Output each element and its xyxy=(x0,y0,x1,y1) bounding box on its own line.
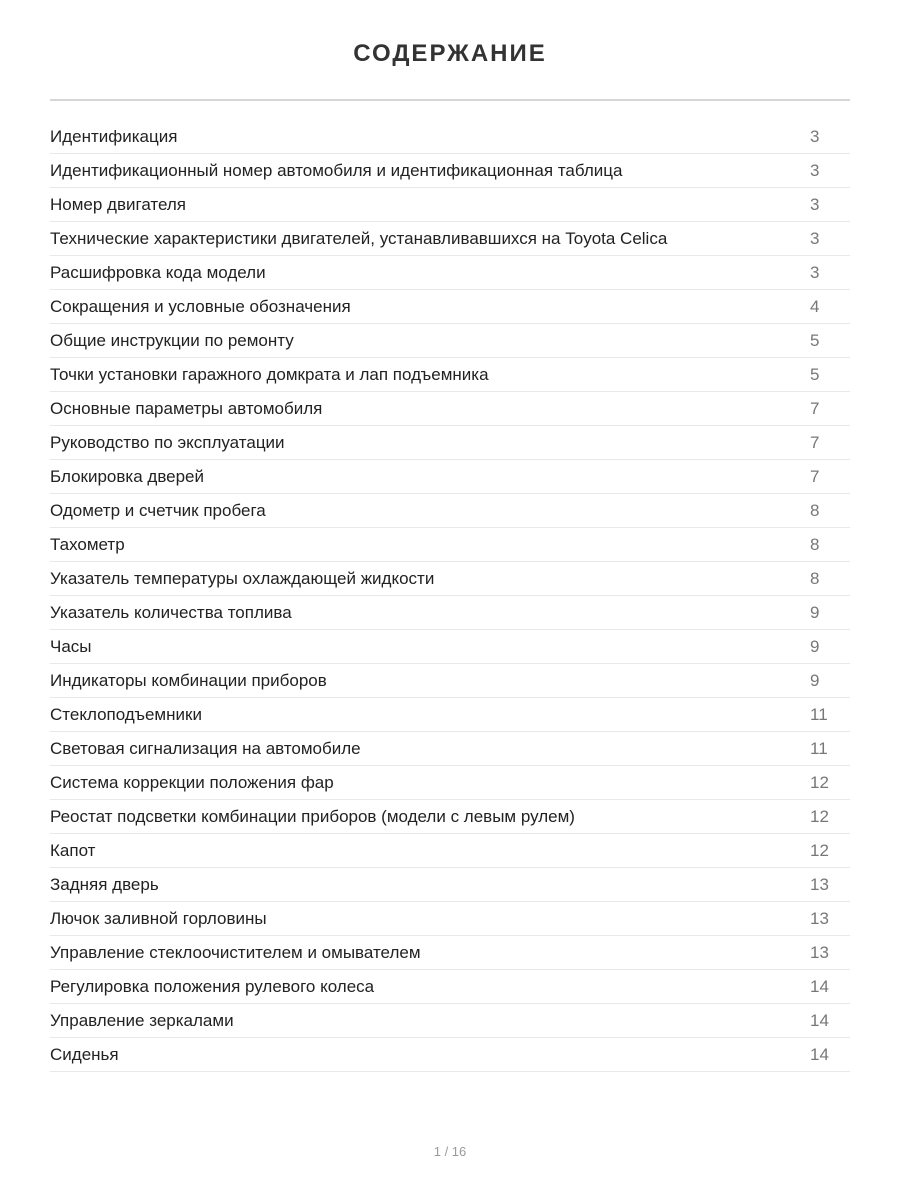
toc-entry[interactable] xyxy=(50,732,850,766)
toc-entry-title[interactable]: Блокировка дверей xyxy=(50,467,205,486)
toc-entry[interactable] xyxy=(50,188,850,222)
toc-entry-page-number: 12 xyxy=(810,841,829,860)
toc-entry-page-number: 3 xyxy=(810,229,820,248)
toc-entry[interactable] xyxy=(50,120,850,154)
toc-entry-title[interactable]: Управление стеклоочистителем и омывателем xyxy=(50,943,421,962)
toc-entry[interactable] xyxy=(50,868,850,902)
toc-entry-title[interactable]: Задняя дверь xyxy=(50,875,159,894)
toc-entry[interactable] xyxy=(50,392,850,426)
toc-entry-title[interactable]: Сокращения и условные обозначения xyxy=(50,297,351,316)
table-of-contents xyxy=(50,120,850,1072)
toc-entry-page-number: 12 xyxy=(810,807,829,826)
toc-entry-page-number: 14 xyxy=(810,1045,829,1064)
toc-entry-page-number: 7 xyxy=(810,467,820,486)
toc-entry[interactable] xyxy=(50,902,850,936)
toc-entry-title[interactable]: Идентификационный номер автомобиля и идентификационная таблица xyxy=(50,161,623,180)
toc-entry[interactable] xyxy=(50,664,850,698)
toc-entry[interactable] xyxy=(50,766,850,800)
toc-entry-page-number: 9 xyxy=(810,671,820,690)
toc-entry[interactable] xyxy=(50,528,850,562)
page-title: СОДЕРЖАНИЕ xyxy=(353,40,547,67)
toc-entry-title[interactable]: Световая сигнализация на автомобиле xyxy=(50,739,361,758)
toc-entry[interactable] xyxy=(50,698,850,732)
toc-entry[interactable] xyxy=(50,154,850,188)
toc-entry-title[interactable]: Часы xyxy=(50,637,92,656)
toc-entry-title[interactable]: Лючок заливной горловины xyxy=(50,909,267,928)
toc-entry-title[interactable]: Регулировка положения рулевого колеса xyxy=(50,977,375,996)
toc-entry[interactable] xyxy=(50,256,850,290)
toc-entry[interactable] xyxy=(50,596,850,630)
toc-entry-title[interactable]: Основные параметры автомобиля xyxy=(50,399,323,418)
toc-entry[interactable] xyxy=(50,358,850,392)
toc-entry-page-number: 12 xyxy=(810,773,829,792)
toc-entry[interactable] xyxy=(50,562,850,596)
toc-entry[interactable] xyxy=(50,494,850,528)
toc-entry-title[interactable]: Тахометр xyxy=(50,535,125,554)
toc-entry[interactable] xyxy=(50,290,850,324)
toc-entry-page-number: 13 xyxy=(810,943,829,962)
toc-entry-page-number: 3 xyxy=(810,263,820,282)
toc-entry-page-number: 11 xyxy=(810,739,828,758)
title-divider xyxy=(50,99,850,101)
toc-entry-page-number: 14 xyxy=(810,1011,829,1030)
toc-entry-page-number: 5 xyxy=(810,331,820,350)
toc-entry-page-number: 13 xyxy=(810,909,829,928)
toc-entry-page-number: 3 xyxy=(810,195,820,214)
toc-entry-page-number: 11 xyxy=(810,705,828,724)
toc-entry[interactable] xyxy=(50,324,850,358)
toc-entry[interactable] xyxy=(50,834,850,868)
toc-entry-page-number: 5 xyxy=(810,365,820,384)
page-number: 1 / 16 xyxy=(433,1144,467,1159)
toc-entry-page-number: 8 xyxy=(810,535,820,554)
toc-entry-page-number: 9 xyxy=(810,637,820,656)
toc-entry[interactable] xyxy=(50,1004,850,1038)
toc-entry-title[interactable]: Номер двигателя xyxy=(50,195,187,214)
toc-entry-page-number: 7 xyxy=(810,433,820,452)
toc-entry-title[interactable]: Индикаторы комбинации приборов xyxy=(50,671,327,690)
toc-entry[interactable] xyxy=(50,800,850,834)
toc-entry-page-number: 13 xyxy=(810,875,829,894)
toc-entry-page-number: 14 xyxy=(810,977,829,996)
toc-entry-title[interactable]: Сиденья xyxy=(50,1045,119,1064)
toc-entry-page-number: 8 xyxy=(810,569,820,588)
toc-entry[interactable] xyxy=(50,222,850,256)
toc-entry-title[interactable]: Указатель температуры охлаждающей жидкости xyxy=(50,569,435,588)
toc-entry-page-number: 8 xyxy=(810,501,820,520)
toc-entry[interactable] xyxy=(50,630,850,664)
toc-entry-title[interactable]: Капот xyxy=(50,841,96,860)
toc-entry-title[interactable]: Указатель количества топлива xyxy=(50,603,292,622)
toc-entry[interactable] xyxy=(50,1038,850,1072)
toc-entry[interactable] xyxy=(50,936,850,970)
toc-entry-title[interactable]: Руководство по эксплуатации xyxy=(50,433,285,452)
toc-entry-title[interactable]: Управление зеркалами xyxy=(50,1011,234,1030)
toc-entry-page-number: 3 xyxy=(810,127,820,146)
toc-entry[interactable] xyxy=(50,970,850,1004)
toc-entry-title[interactable]: Общие инструкции по ремонту xyxy=(50,331,294,350)
toc-entry-title[interactable]: Стеклоподъемники xyxy=(50,705,202,724)
toc-entry-title[interactable]: Реостат подсветки комбинации приборов (модели с левым рулем) xyxy=(50,807,575,826)
toc-entry-page-number: 3 xyxy=(810,161,820,180)
toc-entry-title[interactable]: Система коррекции положения фар xyxy=(50,773,334,792)
toc-entry-title[interactable]: Одометр и счетчик пробега xyxy=(50,501,266,520)
toc-entry[interactable] xyxy=(50,460,850,494)
toc-entry-page-number: 9 xyxy=(810,603,820,622)
toc-entry-title[interactable]: Точки установки гаражного домкрата и лап подъемника xyxy=(50,365,489,384)
toc-entry-page-number: 4 xyxy=(810,297,820,316)
toc-entry-title[interactable]: Технические характеристики двигателей, устанавливавшихся на Toyota Celica xyxy=(50,229,668,248)
toc-entry-title[interactable]: Расшифровка кода модели xyxy=(50,263,266,282)
toc-entry-page-number: 7 xyxy=(810,399,820,418)
toc-entry-title[interactable]: Идентификация xyxy=(50,127,178,146)
toc-entry[interactable] xyxy=(50,426,850,460)
